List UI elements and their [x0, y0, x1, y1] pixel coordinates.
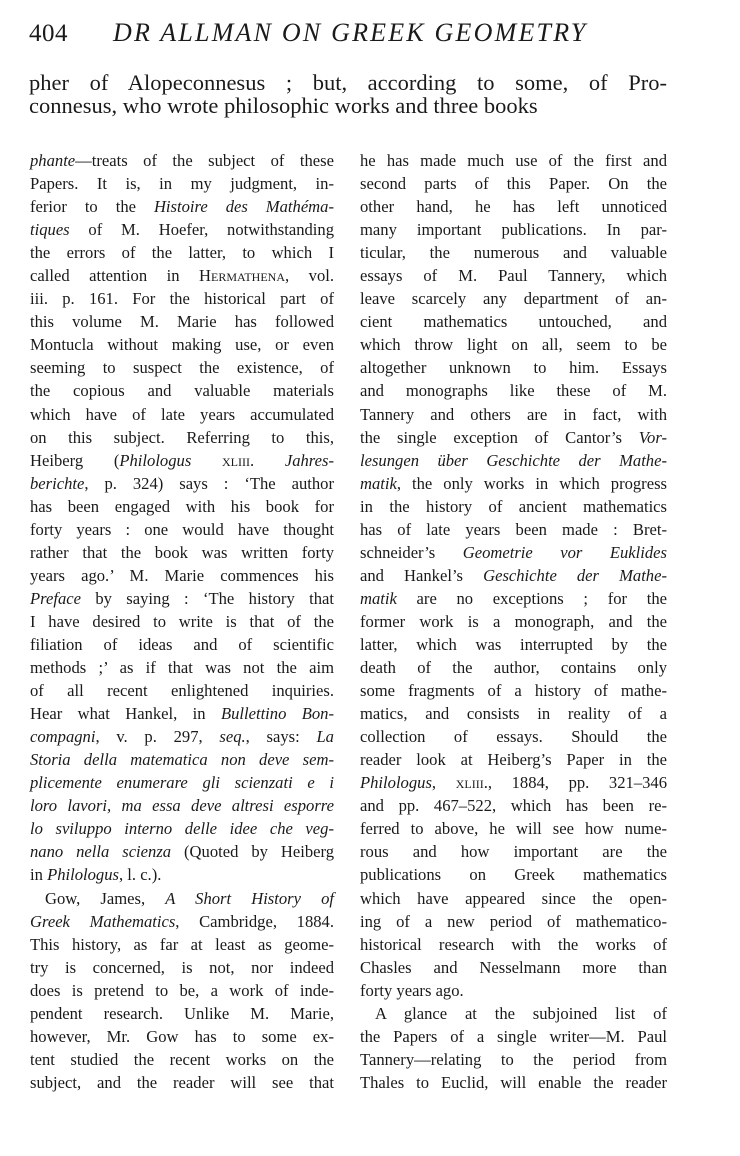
- text-run: some fragments of a history of mathe-: [360, 681, 667, 701]
- italic-text: compagni: [30, 727, 96, 747]
- text-line: [30, 449, 334, 472]
- text-run: the errors of the latter, to which I: [30, 243, 334, 263]
- text-run: which throw light on all, seem to be: [360, 335, 667, 355]
- text-run: of M. Hoefer, notwithstanding: [69, 220, 334, 240]
- small-caps-text: Hermathena: [199, 266, 286, 286]
- running-header: [29, 18, 669, 52]
- italic-text: berichte: [30, 473, 85, 493]
- text-run: ferior to the: [30, 197, 154, 217]
- text-line: [30, 264, 334, 287]
- italic-text: Storia della matematica non deve sem-: [30, 750, 334, 770]
- text-line: [360, 426, 667, 449]
- text-line: [360, 149, 667, 172]
- text-line: [30, 633, 334, 656]
- italic-text: Philologus: [360, 773, 432, 793]
- text-line: [30, 518, 334, 541]
- text-line: [30, 956, 334, 979]
- text-line: [30, 702, 334, 725]
- text-run: I have desired to write is that of the: [30, 611, 334, 631]
- italic-text: seq.: [219, 727, 246, 747]
- text-run: iii. p. 161. For the historical part of: [30, 289, 334, 309]
- text-run: the Papers of a single writer—M. Paul: [360, 1026, 667, 1046]
- text-run: , Cambridge, 1884.: [175, 911, 334, 931]
- italic-text: A Short History of: [165, 888, 334, 908]
- text-line: [30, 979, 334, 1002]
- text-line: [360, 1048, 667, 1071]
- text-line: [30, 149, 334, 172]
- text-run: , p. 324) says : ‘The author: [84, 473, 334, 493]
- text-run: historical research with the works of: [360, 934, 667, 954]
- text-line: [360, 863, 667, 886]
- text-line: [30, 840, 334, 863]
- italic-text: lo sviluppo interno delle idee che veg-: [30, 819, 334, 839]
- text-run: forty years ago.: [360, 980, 464, 1000]
- text-run: Gow, James,: [45, 888, 166, 908]
- text-line: [360, 518, 667, 541]
- page-number: 404: [29, 20, 68, 47]
- text-line: [360, 817, 667, 840]
- text-run: and pp. 467–522, which has been re-: [360, 796, 667, 816]
- text-run: on this subject. Referring to this,: [30, 427, 334, 447]
- text-line: [360, 956, 667, 979]
- text-line: [30, 748, 334, 771]
- italic-text: Philologus: [47, 865, 119, 885]
- text-run: ferred to above, he will see how nume-: [360, 819, 667, 839]
- text-line: [360, 679, 667, 702]
- italic-text: loro lavori, ma essa deve altresi esporre: [30, 796, 334, 816]
- text-line: [360, 495, 667, 518]
- text-run: , vol.: [285, 266, 334, 286]
- text-run: rather that the book was written forty: [30, 542, 334, 562]
- text-run: schneider’s: [360, 542, 463, 562]
- text-line: [360, 218, 667, 241]
- text-line: [30, 195, 334, 218]
- text-run: leave scarcely any department of an-: [360, 289, 667, 309]
- text-run: , v. p. 297,: [95, 727, 220, 747]
- text-run: cient mathematics untouched, and: [360, 312, 667, 332]
- text-run: Tannery and others are in fact, with: [360, 404, 667, 424]
- text-run: years ago.’ M. Marie commences his: [30, 565, 334, 585]
- text-line: [360, 195, 667, 218]
- text-line: [360, 933, 667, 956]
- text-run: are no exceptions ; for the: [396, 588, 667, 608]
- text-line: [30, 656, 334, 679]
- text-line: [30, 379, 334, 402]
- text-run: pendent research. Unlike M. Marie,: [30, 1003, 334, 1023]
- text-line: [30, 172, 334, 195]
- text-line: [30, 333, 334, 356]
- text-run: .: [249, 450, 285, 470]
- text-run: ,: [431, 773, 456, 793]
- small-caps-text: xliii: [191, 450, 250, 470]
- text-run: latter, which was interrupted by the: [360, 634, 667, 654]
- text-run: (Quoted by Heiberg: [171, 842, 335, 862]
- italic-text: Jahres-: [284, 450, 334, 470]
- text-line: [360, 887, 667, 910]
- text-line: connesus, who wrote philosophic works and three books: [29, 93, 538, 119]
- text-line: [30, 610, 334, 633]
- text-line: [360, 656, 667, 679]
- text-run: in the history of ancient mathematics: [360, 496, 667, 516]
- text-run: has of late years been made : Bret-: [360, 519, 667, 539]
- text-line: [30, 241, 334, 264]
- text-line: [30, 1071, 334, 1094]
- text-run: Tannery—relating to the period from: [360, 1049, 667, 1069]
- text-run: altogether unknown to him. Essays: [360, 358, 667, 378]
- italic-text: Histoire des Mathéma-: [153, 197, 334, 217]
- text-run: subject, and the reader will see that: [30, 1072, 334, 1092]
- text-line: [30, 887, 334, 910]
- text-run: tent studied the recent works on the: [30, 1049, 334, 1069]
- running-title: DR ALLMAN ON GREEK GEOMETRY: [113, 18, 588, 47]
- italic-text: phante: [30, 151, 76, 170]
- text-run: second parts of this Paper. On the: [360, 174, 667, 194]
- italic-text: Geschichte der Mathe-: [483, 565, 667, 585]
- text-line: [360, 264, 667, 287]
- text-line: [360, 472, 667, 495]
- text-run: called attention in: [30, 266, 200, 286]
- text-line: [360, 1002, 667, 1025]
- text-run: ing of a new period of mathematico-: [360, 911, 667, 931]
- text-line: [360, 379, 667, 402]
- text-run: , l. c.).: [118, 865, 162, 885]
- text-run: other hand, he has left unnoticed: [360, 197, 667, 217]
- text-line: [360, 356, 667, 379]
- text-line: [30, 541, 334, 564]
- text-line: [30, 587, 334, 610]
- text-run: however, Mr. Gow has to some ex-: [30, 1026, 334, 1046]
- text-line: [360, 310, 667, 333]
- lead-paragraph: [29, 68, 667, 119]
- text-line: [360, 910, 667, 933]
- text-line: [360, 633, 667, 656]
- text-line: [30, 403, 334, 426]
- left-column: [30, 149, 334, 1094]
- text-line: [30, 1025, 334, 1048]
- italic-text: tiques: [30, 220, 70, 240]
- text-run: and Hankel’s: [360, 565, 484, 585]
- text-line: [360, 1071, 667, 1094]
- text-line: [30, 564, 334, 587]
- right-column: [360, 149, 667, 1094]
- text-run: by saying : ‘The history that: [80, 588, 334, 608]
- italic-text: matik: [360, 473, 397, 493]
- text-line: [360, 172, 667, 195]
- text-line: [360, 541, 667, 564]
- text-run: filiation of ideas and of scientific: [30, 634, 334, 654]
- text-run: rous and how important are the: [360, 842, 667, 862]
- text-run: Heiberg (: [30, 450, 120, 470]
- text-run: Hear what Hankel, in: [30, 704, 221, 724]
- text-line: [30, 1002, 334, 1025]
- text-run: A glance at the subjoined list of: [375, 1003, 667, 1023]
- text-line: [360, 403, 667, 426]
- italic-text: Philologus: [119, 450, 192, 470]
- italic-text: La: [316, 727, 334, 747]
- text-run: Chasles and Nesselmann more than: [360, 957, 667, 977]
- italic-text: nano nella scienza: [30, 842, 172, 862]
- text-line: [30, 794, 334, 817]
- text-run: , says:: [245, 727, 317, 747]
- italic-text: Preface: [30, 588, 81, 608]
- text-run: this volume M. Marie has followed: [30, 312, 334, 332]
- text-line: [30, 863, 334, 886]
- italic-text: lesungen über Geschichte der Mathe-: [360, 450, 667, 470]
- text-line: [30, 817, 334, 840]
- text-run: —treats of the subject of these: [75, 151, 334, 170]
- text-run: methods ;’ as if that was not the aim: [30, 658, 334, 678]
- text-run: which have appeared since the open-: [360, 888, 667, 908]
- text-run: Montucla without making use, or even: [30, 335, 334, 355]
- text-line: [360, 702, 667, 725]
- italic-text: Greek Mathematics: [30, 911, 176, 931]
- italic-text: Bullettino Bon-: [220, 704, 335, 724]
- text-line: [30, 472, 334, 495]
- text-line: [360, 979, 667, 1002]
- text-line: [30, 910, 334, 933]
- text-line: [30, 1048, 334, 1071]
- text-run: reader look at Heiberg’s Paper in the: [360, 750, 667, 770]
- text-line: [360, 333, 667, 356]
- italic-text: plicemente enumerare gli scienzati e i: [30, 773, 334, 793]
- text-line: [360, 587, 667, 610]
- text-run: and monographs like these of M.: [360, 381, 667, 401]
- small-caps-text: xliii: [455, 773, 484, 793]
- text-run: seeming to suspect the existence, of: [30, 358, 334, 378]
- text-run: Thales to Euclid, will enable the reader: [360, 1072, 667, 1092]
- text-run: which have of late years accumulated: [30, 404, 334, 424]
- text-run: collection of essays. Should the: [360, 727, 667, 747]
- text-run: death of the author, contains only: [360, 658, 667, 678]
- text-line: [30, 933, 334, 956]
- text-run: does is pretend to be, a work of inde-: [30, 980, 334, 1000]
- text-line: [30, 218, 334, 241]
- text-line: [30, 771, 334, 794]
- text-line: [30, 725, 334, 748]
- italic-text: Geometrie vor Euklides: [462, 542, 667, 562]
- text-run: This history, as far at least as geome-: [30, 934, 334, 954]
- text-line: [30, 495, 334, 518]
- text-line: [360, 1025, 667, 1048]
- text-run: ., 1884, pp. 321–346: [483, 773, 668, 793]
- text-line: [30, 679, 334, 702]
- text-line: [30, 356, 334, 379]
- text-run: publications on Greek mathematics: [360, 865, 667, 885]
- text-line: [30, 287, 334, 310]
- text-run: former work is a monograph, and the: [360, 611, 667, 631]
- text-run: try is concerned, is not, nor indeed: [30, 957, 334, 977]
- text-run: forty years : one would have thought: [30, 519, 334, 539]
- text-line: [360, 840, 667, 863]
- text-line: [360, 794, 667, 817]
- text-line: [360, 287, 667, 310]
- text-line: [360, 564, 667, 587]
- text-run: in: [30, 865, 48, 885]
- text-line: [360, 771, 667, 794]
- text-run: essays of M. Paul Tannery, which: [360, 266, 667, 286]
- text-run: ticular, the numerous and valuable: [360, 243, 667, 263]
- italic-text: Vor-: [638, 427, 667, 447]
- text-run: the single exception of Cantor’s: [360, 427, 639, 447]
- text-run: , the only works in which progress: [396, 473, 667, 493]
- text-line: pher of Alopeconnesus ; but, according to some, of Pro-: [29, 70, 667, 95]
- text-run: of all recent enlightened inquiries.: [30, 681, 334, 701]
- text-run: matics, and consists in reality of a: [360, 704, 667, 724]
- text-run: the copious and valuable materials: [30, 381, 334, 401]
- text-run: Papers. It is, in my judgment, in-: [30, 174, 334, 194]
- text-run: many important publications. In par-: [360, 220, 667, 240]
- text-run: he has made much use of the first and: [360, 151, 667, 170]
- italic-text: matik: [360, 588, 397, 608]
- text-line: [360, 449, 667, 472]
- text-line: [360, 748, 667, 771]
- text-line: [30, 426, 334, 449]
- text-line: [360, 241, 667, 264]
- text-line: [360, 610, 667, 633]
- text-line: [30, 310, 334, 333]
- text-line: [360, 725, 667, 748]
- text-run: has been engaged with his book for: [30, 496, 334, 516]
